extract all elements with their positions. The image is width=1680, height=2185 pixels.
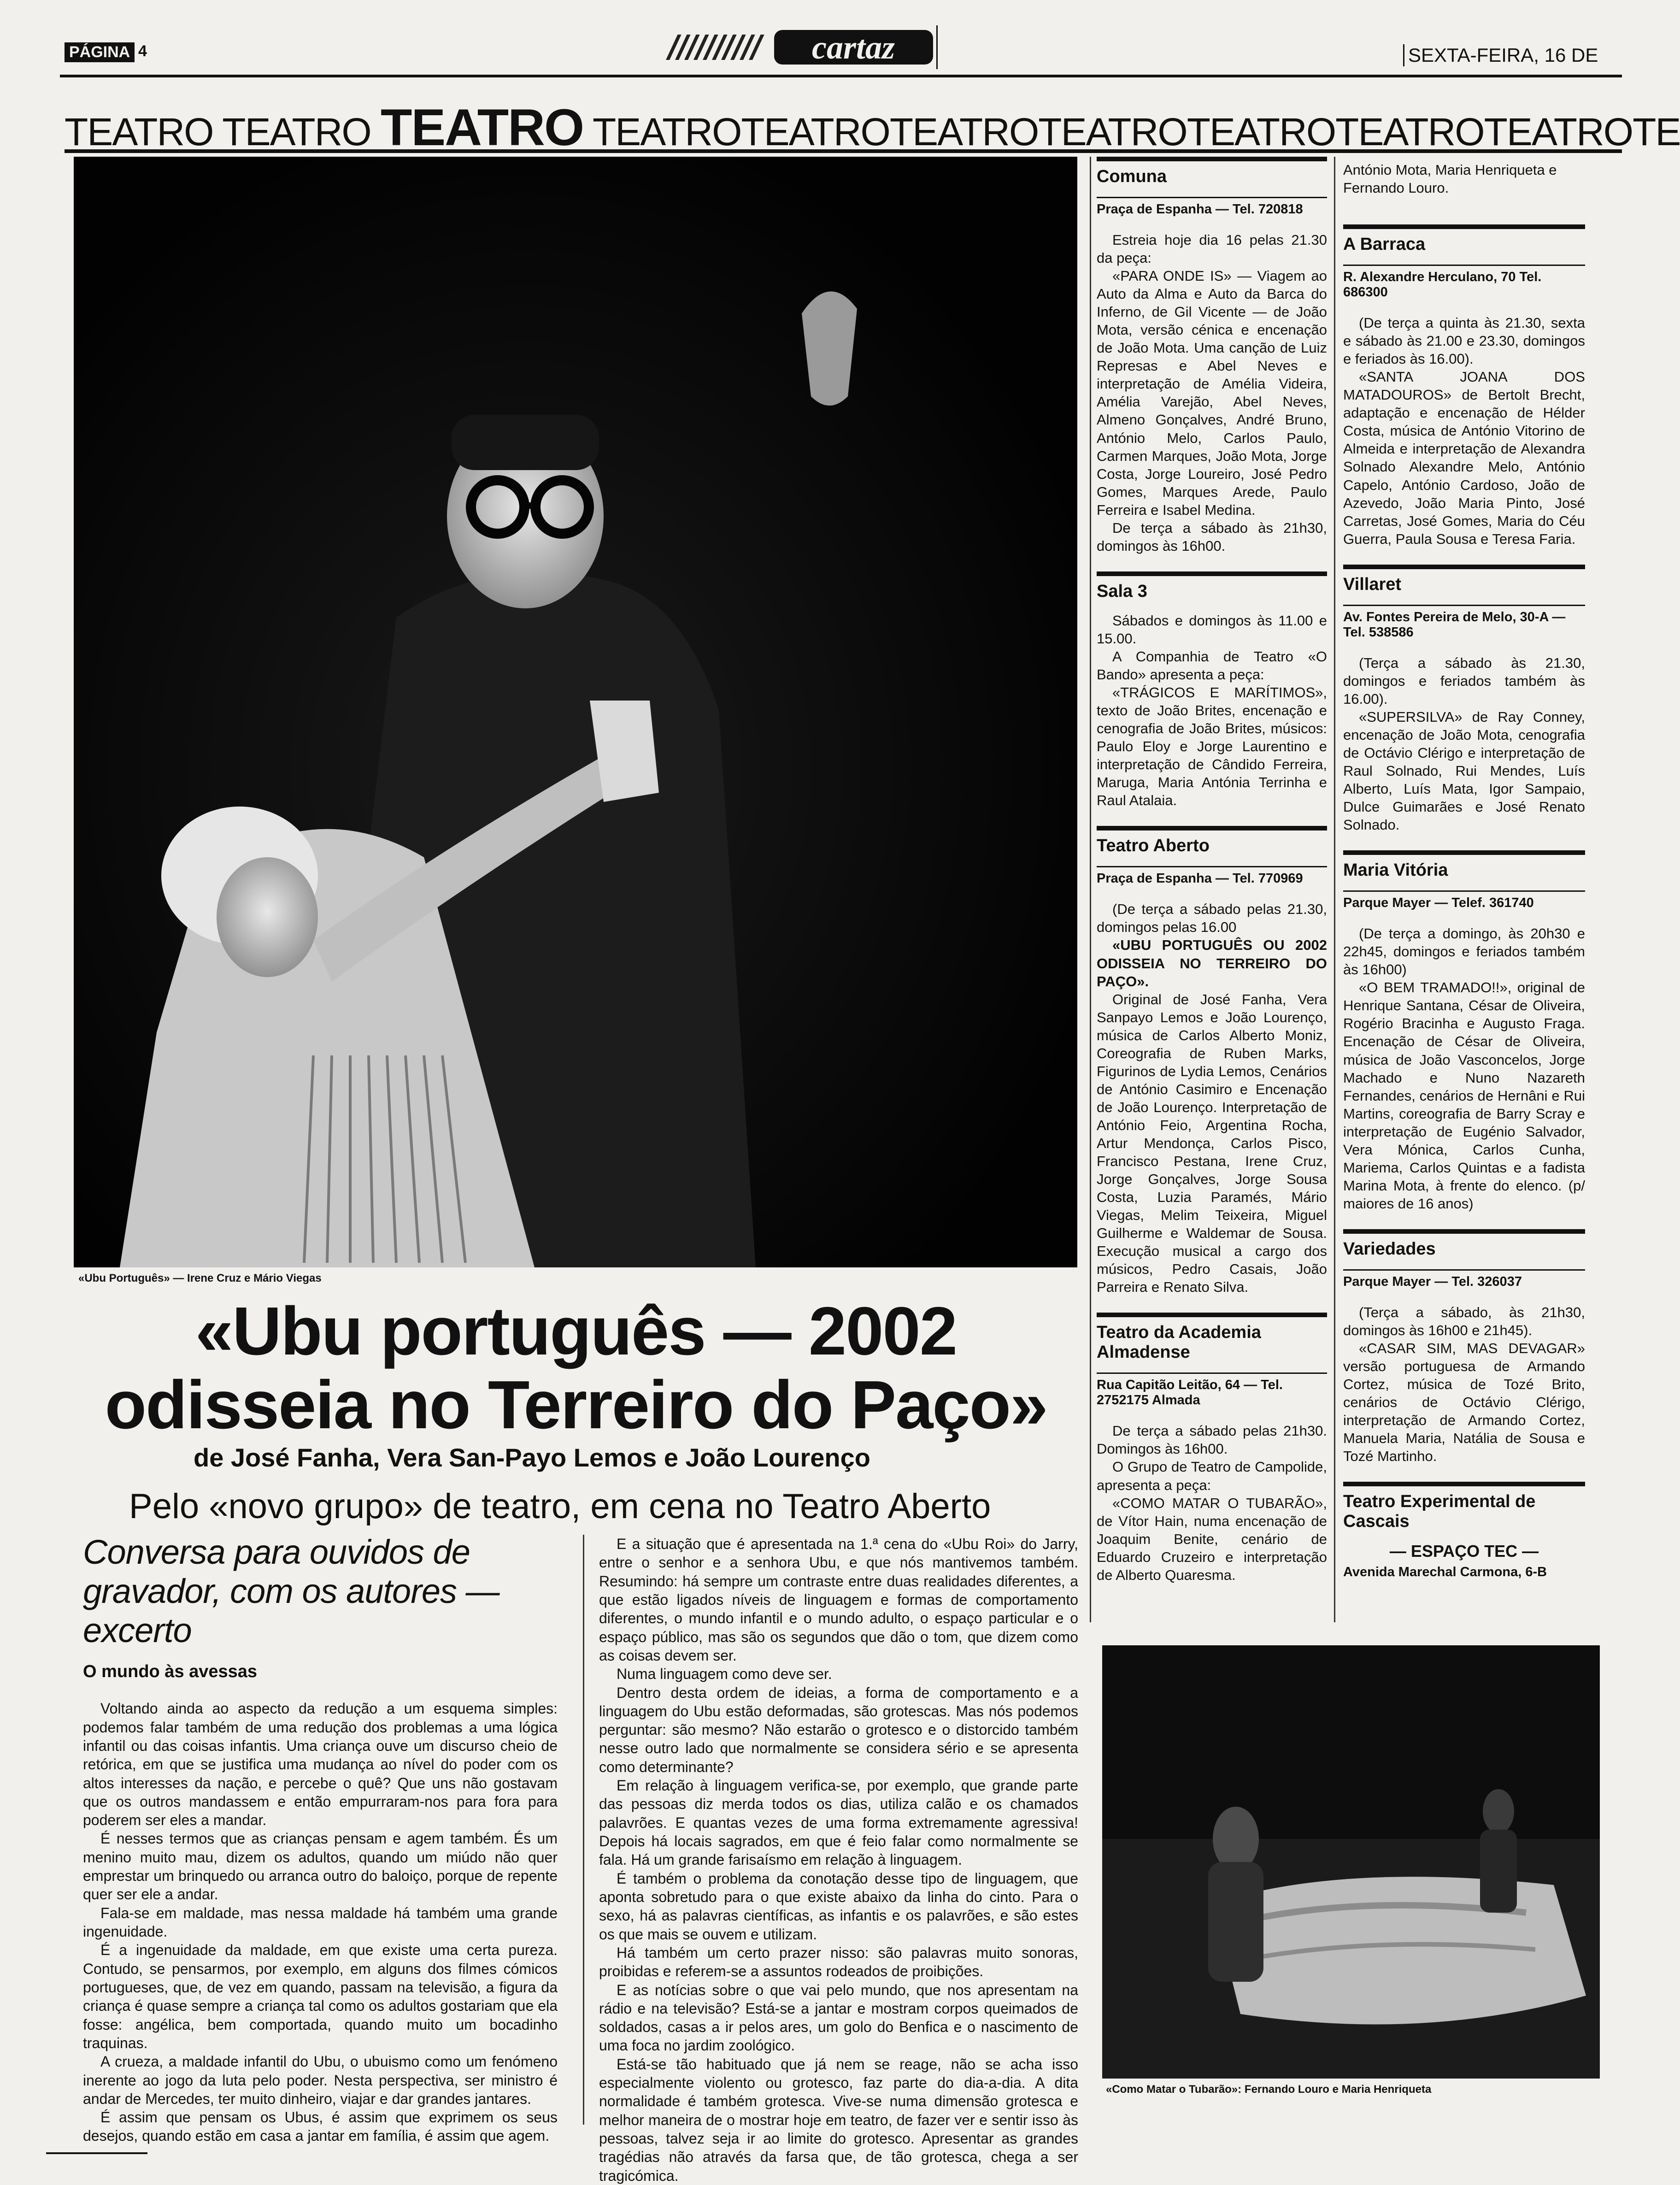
venue-address: R. Alexandre Herculano, 70 Tel. 686300 <box>1343 265 1585 300</box>
column-rule <box>1090 157 1091 1622</box>
venue-text: «O BEM TRAMADO!!», original de Henrique Santana, César de Oliveira, Rogério Bracinha e Augusto Fraga. Encenação de César de Oliveira, música de João Vasconcelos, Jorge Machado e Nuno Nazareth Fernandes, cenários de Hernâni e Rui Martins, coreografia de Barry Scray e interpretação de Eugénio Salvador, Vera Mónica, Carlos Cunha, Mariema, Carlos Quintas e a fadista Marina Mota, à frente do elenco. (p/ maiores de 16 anos) <box>1343 979 1585 1212</box>
venue-text: Estreia hoje dia 16 pelas 21.30 da peça: <box>1097 232 1327 266</box>
article-paragraph: É também o problema da conotação desse tipo de linguagem, que aponta sobretudo para o que existe abaixo da linha do cinto. Para o sexo, há as palavras científicas, as infantis e os palavrões, e são estes os que mais se ouvem e utilizam. <box>599 1870 1078 1943</box>
byline: de José Fanha, Vera San-Payo Lemos e João Lourenço <box>194 1443 870 1472</box>
article-paragraph: A crueza, a maldade infantil do Ubu, o ubuismo como um fenómeno inerente ao jogo da luta pelo poder. Nesta perspectiva, ser ministro é andar de Mercedes, ter muito dinheiro, viajar e dar grandes jantares. <box>83 2053 558 2107</box>
continued-text: António Mota, Maria Henriqueta e Fernando Louro. <box>1343 162 1557 196</box>
venue-text: «SUPERSILVA» de Ray Conney, encenação de João Mota, cenografia de Octávio Clérigo e interpretação de Raul Solnado, Rui Mendes, Luís Alberto, Luís Mata, Igor Sampaio, Dulce Guimarães e José Renato Solnado. <box>1343 708 1585 833</box>
cartaz-logo <box>682 25 940 69</box>
venue-text: «TRÁGICOS E MARÍTIMOS», texto de João Brites, encenação e cenografia de João Brites, músicos: Paulo Eloy e Jorge Laurentino e interpretação de Cândido Ferreira, Maruga, Maria Antónia Terrinha e Raul Atalaia. <box>1097 684 1327 809</box>
date-line: SEXTA-FEIRA, 16 DE <box>1403 44 1598 66</box>
band-repeated-text: TEATROTEATROTEATROTEATROTEATROTEATROTEATROTE <box>583 110 1680 153</box>
logo-text: cartaz <box>812 29 895 66</box>
article-paragraph: Há também um certo prazer nisso: são palavras muito sonoras, proibidas e referem-se a assuntos rodeados de proibições. <box>599 1944 1078 1980</box>
venue-text: (De terça a sábado pelas 21.30, domingos pelas 16.00 <box>1097 901 1327 936</box>
venue-address: Avenida Marechal Carmona, 6-B <box>1343 1565 1547 1580</box>
venue-address: Av. Fontes Pereira de Melo, 30-A — Tel. 538586 <box>1343 605 1585 640</box>
article-paragraph: Voltando ainda ao aspecto da redução a um esquema simples: podemos falar também de uma redução dos problemas a uma lógica infantil ou das coisas infantis. Uma criança ouve um discurso cheio de retórica, em que se justifica uma mudança ao nível do poder com os altos interesses da nação, e percebe o quê? Que uns não gostavam que os outros mandassem e então empurraram-nos para fora para poderem ser eles a mandar. <box>83 1700 558 1829</box>
venue-maria-vitoria <box>1343 850 1585 1229</box>
listings-column-1 <box>1097 157 1327 1601</box>
article-paragraph: Dentro desta ordem de ideias, a forma de comportamento e a linguagem do Ubu estão deformadas, são grotescas. Mas nós podemos perguntar: são mesmo? Não estarão o grotesco e o distorcido também nesse outro lado que normalmente se considera sério e se apresenta como determinante? <box>599 1684 1078 1775</box>
column-rule <box>583 1535 584 2125</box>
venue-teatro-experimental-cascais <box>1343 1482 1585 1610</box>
venue-address: Parque Mayer — Tel. 326037 <box>1343 1269 1585 1290</box>
article-paragraph: E a situação que é apresentada na 1.ª cena do «Ubu Roi» do Jarry, entre o senhor e a senhora Ubu, e que nós mantivemos também. Resumindo: há sempre um contraste entre duas realidades diferentes, a que estão ligados níveis de linguagem e formas de comportamento diferentes, o mundo infantil e o mundo adulto, o espaço particular e o espaço público, mas são os segundos que dão o tom, que dizem como as coisas devem ser. <box>599 1536 1078 1664</box>
venue-comuna <box>1097 157 1327 571</box>
listings-column-2 <box>1343 154 1585 1610</box>
venue-text: (De terça a quinta às 21.30, sexta e sábado às 21.00 e 23.30, domingos e feriados às 16.00). <box>1343 315 1585 367</box>
deck: Pelo «novo grupo» de teatro, em cena no Teatro Aberto <box>129 1487 991 1526</box>
venue-sala-3 <box>1097 571 1327 826</box>
band-small-text: TEATRO TEATRO <box>65 110 381 153</box>
page-label: PÁGINA <box>65 42 135 62</box>
masthead <box>0 0 1622 78</box>
top-rule <box>60 75 1622 77</box>
article-subhead: O mundo às avessas <box>83 1662 258 1682</box>
venue-text: (Terça a sábado às 21.30, domingos e feriados também às 16.00). <box>1343 654 1585 707</box>
article-paragraph: Fala-se em maldade, mas nessa maldade há também uma grande ingenuidade. <box>83 1904 558 1940</box>
venue-address: Rua Capitão Leitão, 64 — Tel. 2752175 Almada <box>1097 1372 1327 1408</box>
page-number: 4 <box>138 42 147 60</box>
venue-villaret <box>1343 565 1585 850</box>
scene-photo-illustration <box>1102 1645 1600 2079</box>
article-paragraph: É nesses termos que as crianças pensam e agem também. És um menino muito mau, dizem os adultos, quando um miúdo não quer emprestar um brinquedo ou arranca outro do baloiço, porque de repente quer ser ele a andar. <box>83 1830 558 1903</box>
venue-name: Comuna <box>1097 157 1327 187</box>
venue-text: «UBU PORTUGUÊS OU 2002 ODISSEIA NO TERREIRO DO PAÇO». <box>1097 937 1327 989</box>
venue-name: Teatro Experimental de Cascais <box>1343 1482 1585 1531</box>
main-photo-caption: «Ubu Português» — Irene Cruz e Mário Viegas <box>78 1272 322 1284</box>
venue-text: «CASAR SIM, MAS DEVAGAR» versão portuguesa de Armando Cortez, música de Tozé Brito, cenários de Octávio Clérigo, interpretação de Armando Cortez, Manuela Maria, Natália de Sousa e Tozé Martinho. <box>1343 1340 1585 1465</box>
headline-line-1: «Ubu português — 2002 <box>195 1293 957 1369</box>
venue-text: Sábados e domingos às 11.00 e 15.00. <box>1097 612 1327 647</box>
venue-text: (De terça a domingo, às 20h30 e 22h45, domingos e feriados também às 16h00) <box>1343 925 1585 978</box>
headline-line-2: odisseia no Terreiro do Paço» <box>105 1367 1047 1443</box>
venue-address: Parque Mayer — Telef. 361740 <box>1343 890 1585 911</box>
venue-teatro-aberto <box>1097 826 1327 1313</box>
venue-name: Teatro da Academia Almadense <box>1097 1313 1327 1362</box>
article-column-1 <box>83 1532 558 2145</box>
venue-variedades <box>1343 1229 1585 1482</box>
espaco-tec-label: — ESPAÇO TEC — <box>1389 1542 1539 1561</box>
section-band <box>65 98 1680 156</box>
venue-name: Sala 3 <box>1097 571 1327 601</box>
column-rule <box>1334 157 1335 1622</box>
article-column-2 <box>599 1535 1078 2185</box>
article-paragraph: É a ingenuidade da maldade, em que existe uma certa pureza. Contudo, se pensarmos, por exemplo, em alguns dos filmes cómicos portugueses, que, de vez em quando, passam na televisão, a figura da criança é quase sempre a criança tal como os adultos gostariam que ela fosse: angélica, bem comportada, quando muito um bocadinho traquinas. <box>83 1942 558 2051</box>
venue-name: A Barraca <box>1343 224 1585 254</box>
venue-name: Villaret <box>1343 565 1585 595</box>
venue-text: «COMO MATAR O TUBARÃO», de Vítor Hain, numa encenação de Joaquim Benite, cenário de Eduardo Cruzeiro e interpretação de Alberto Quaresma. <box>1097 1495 1327 1583</box>
venue-text: «PARA ONDE IS» — Viagem ao Auto da Alma e Auto da Barca do Inferno, de Gil Vicente — de João Mota, versão cénica e encenação de João Mota. Uma canção de Luiz Represas e Abel Neves e interpretação de Amélia Videira, Amélia Varejão, Abel Neves, Almeno Gonçalves, André Bruno, António Melo, Carlos Paulo, Carmen Marques, João Mota, Jorge Costa, Jorge Loureiro, José Pedro Gomes, Marques Arede, Paulo Ferreira e Isabel Medina. <box>1097 268 1327 518</box>
venue-text: O Grupo de Teatro de Campolide, apresenta a peça: <box>1097 1459 1327 1493</box>
secondary-photo-caption: «Como Matar o Tubarão»: Fernando Louro e Maria Henriqueta <box>1106 2083 1432 2096</box>
venue-text: «SANTA JOANA DOS MATADOUROS» de Bertolt Brecht, adaptação e encenação de Hélder Costa, música de António Vitorino de Almeida e interpretação de Alexandra Solnado Alexandre Melo, António Capelo, António Cardoso, João de Azevedo, João Maria Pinto, José Carretas, José Gomes, Maria do Céu Guerra, Paula Sousa e Teresa Faria. <box>1343 369 1585 547</box>
footer-rule <box>46 2152 147 2154</box>
article-paragraph: E as notícias sobre o que vai pelo mundo, que nos apresentam na rádio e na televisão? Está-se a jantar e mostram corpos queimados de soldados, casas a ir pelos ares, um golo do Benfica e o nascimento de uma foca no jardim zoológico. <box>599 1981 1078 2054</box>
venue-text: Original de José Fanha, Vera Sanpayo Lemos e João Lourenço, música de Carlos Alberto Moniz, Coreografia de Ruben Marks, Figurinos de Lydia Lemos, Cenários de António Casimiro e Encenação de João Lourenço. Interpretação de António Feio, Argentina Rocha, Artur Mendonça, Carlos Pisco, Francisco Pestana, Irene Cruz, Jorge Gonçalves, Jorge Sousa Costa, Luzia Paramés, Mário Viegas, Melim Teixeira, Miguel Guilherme e Waldemar de Sousa. Execução musical a cargo dos músicos, Pedro Casais, João Parreira e Renato Silva. <box>1097 991 1327 1296</box>
article-paragraph: É assim que pensam os Ubus, é assim que exprimem os seus desejos, quando estão em casa a jantar em família, é assim que agem. <box>83 2109 558 2144</box>
venue-name: Teatro Aberto <box>1097 826 1327 856</box>
venue-text: De terça a sábado às 21h30, domingos às 16h00. <box>1097 519 1327 554</box>
article-paragraph: Numa linguagem como deve ser. <box>617 1666 832 1683</box>
article-paragraph: Em relação à linguagem verifica-se, por exemplo, que grande parte das pessoas diz merda todos os dias, utiliza calão e os chamados palavrões. E quantas vezes de uma forma extremamente agressiva! Depois há locais sagrados, em que é feio falar como normalmente se fala. Há um grande farisaísmo em relação à linguagem. <box>599 1777 1078 1868</box>
secondary-photo <box>1102 1645 1600 2079</box>
article-intro: Conversa para ouvidos de gravador, com os autores — excerto <box>83 1533 499 1650</box>
venue-name: Variedades <box>1343 1229 1585 1259</box>
venue-address: Praça de Espanha — Tel. 720818 <box>1097 197 1327 217</box>
venue-academia-almadense <box>1097 1313 1327 1600</box>
venue-text: A Companhia de Teatro «O Bando» apresenta a peça: <box>1097 648 1327 683</box>
venue-name: Maria Vitória <box>1343 850 1585 880</box>
stage-photo-illustration <box>74 157 1077 1267</box>
band-big-text: TEATRO <box>381 99 584 156</box>
venue-address: Praça de Espanha — Tel. 770969 <box>1097 866 1327 886</box>
article-paragraph: Está-se tão habituado que já nem se reage, não se acha isso especialmente violento ou grotesco, faz parte do dia-a-dia. A dita normalidade é também grotesca. Vive-se numa dimensão grotesca e melhor maneira de o mostrar hoje em teatro, de fazer ver e sentir isso às pessoas, talvez seja ir ao limite do grotesco. Apresentar as grandes tragédias não através da farsa que, de tão grotesca, chega a ser tragicómica. <box>599 2055 1078 2184</box>
main-photo <box>74 157 1077 1267</box>
venue-text: (Terça a sábado, às 21h30, domingos às 16h00 e 21h45). <box>1343 1304 1585 1338</box>
venue-text: De terça a sábado pelas 21h30. Domingos às 16h00. <box>1097 1423 1327 1457</box>
venue-a-barraca <box>1343 224 1585 565</box>
